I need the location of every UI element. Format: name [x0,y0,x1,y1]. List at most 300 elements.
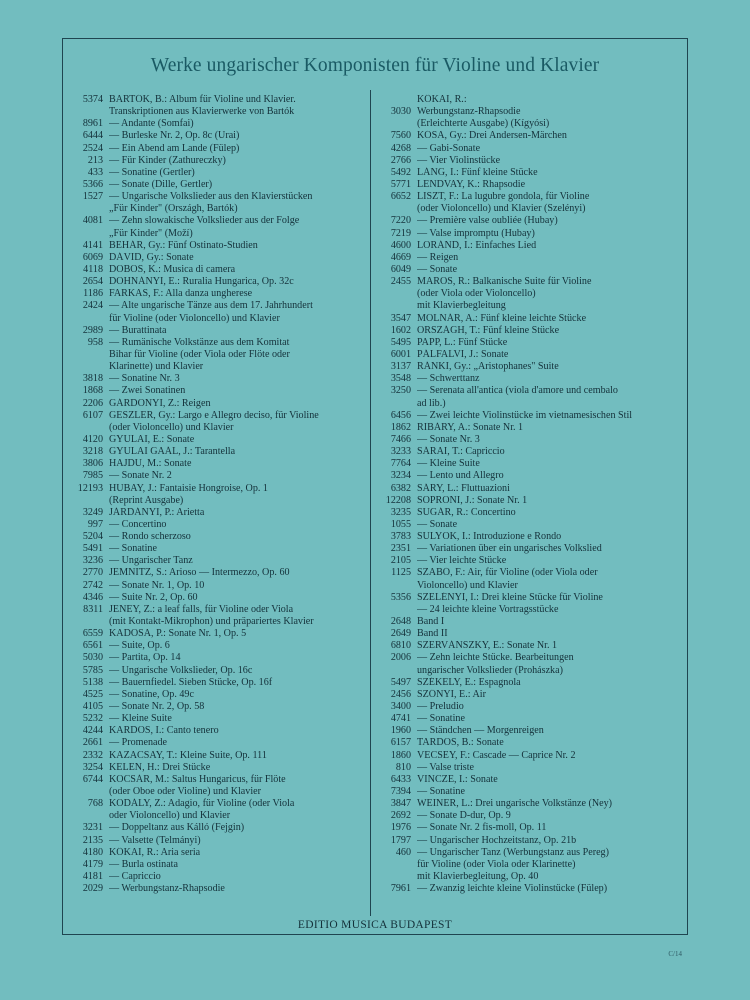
catalog-number: 4600 [390,239,411,251]
entry-title: — Ungarische Volkslieder aus den Klavierstücken [109,191,313,203]
catalog-entry [73,701,368,713]
catalog-number: 1602 [390,324,411,336]
entry-title: KAZACSAY, T.: Kleine Suite, Op. 111 [109,749,267,761]
catalog-entry [73,94,368,106]
catalog-number: 5491 [82,543,103,555]
catalog-number: 7394 [390,786,411,798]
entry-title: — Promenade [109,737,168,749]
entry-title: (Reprint Ausgabe) [109,494,184,506]
catalog-entry [73,592,368,604]
catalog-entry [73,798,368,810]
entry-title: GÁRDONYI, Z.: Reigen [109,397,211,409]
catalog-number: 2029 [82,883,103,895]
entry-title: — Partita, Op. 14 [109,652,181,664]
entry-title: — Sonatine [109,543,157,555]
catalog-number: 6744 [82,773,103,785]
catalog-number [373,580,417,592]
catalog-number [73,203,109,215]
catalog-number [373,398,417,410]
catalog-number: 5495 [390,336,411,348]
catalog-number: 5497 [390,676,411,688]
catalog-entry [73,652,368,664]
catalog-number: 4141 [82,239,103,251]
catalog-entry [373,786,683,798]
catalog-entry [73,143,368,155]
entry-title: oder Violoncello) und Klavier [109,810,231,822]
catalog-number: 8311 [83,603,103,615]
entry-title: — Suite, Op. 6 [109,640,170,652]
entry-title: — Sonatine, Op. 49c [109,688,194,700]
catalog-number [373,604,417,616]
entry-title: — Reigen [417,251,459,263]
catalog-number: 958 [87,336,103,348]
catalog-number: 997 [87,518,103,530]
catalog-number: 5492 [390,166,411,178]
catalog-entry [73,434,368,446]
catalog-entry [373,883,683,895]
catalog-number [373,94,417,106]
entry-title: JEMNITZ, S.: Arioso — Intermezzo, Op. 60 [109,567,290,579]
catalog-number: 2770 [82,567,103,579]
entry-title: — Sonate [417,263,458,275]
catalog-number: 2661 [82,737,103,749]
catalog-number: 6157 [390,737,411,749]
entry-title: — Ein Abend am Lande (Fülep) [109,142,240,154]
catalog-number: 1527 [82,191,103,203]
entry-title: — Ungarischer Hochzeitstanz, Op. 21b [417,834,577,846]
entry-title: — Preludio [417,701,464,713]
entry-title: mit Klavierbegleitung [417,300,506,312]
catalog-number [73,616,109,628]
catalog-number: 3235 [390,506,411,518]
catalog-entry [73,616,368,628]
catalog-number: 2648 [390,616,411,628]
catalog-number: 7961 [390,883,411,895]
entry-title: — Sonate Nr. 2 fis-moll, Op. 11 [417,822,547,834]
entry-title: VECSEY, F.: Cascade — Caprice Nr. 2 [417,749,576,761]
entry-title: KÓSA, Gy.: Drei Andersen-Märchen [417,130,567,142]
catalog-entry [373,422,683,434]
catalog-entry [73,373,368,385]
entry-title: ad lib.) [417,397,446,409]
catalog-number: 4179 [82,858,103,870]
catalog-number: 4118 [83,263,103,275]
entry-title: — Variationen über ein ungarisches Volkslied [417,543,602,555]
catalog-number: 6810 [390,640,411,652]
catalog-entry [373,737,683,749]
catalog-entry [373,567,683,579]
catalog-entry [73,507,368,519]
catalog-entry [373,810,683,822]
catalog-entry [373,677,683,689]
entry-title: — 24 leichte kleine Vortragsstücke [417,603,559,615]
entry-title: — Rondo scherzoso [109,531,191,543]
catalog-number [373,859,417,871]
catalog-entry [73,252,368,264]
entry-title: — Andante (Somfai) [109,118,194,130]
entry-title: — Ungarischer Tanz [109,555,193,567]
entry-title: — Schwerttanz [417,373,480,385]
catalog-number: 3218 [82,446,103,458]
catalog-number [73,313,109,325]
entry-title: SÁRY, L.: Fluttuazioni [417,482,510,494]
entry-title: — Sonate [417,518,458,530]
catalog-entry [373,774,683,786]
catalog-entry [373,640,683,652]
entry-title: BEHÁR, Gy.: Fünf Ostinato-Studien [109,239,258,251]
entry-title: (oder Viola oder Violoncello) [417,288,536,300]
entry-title: — Capriccio [109,871,161,882]
catalog-number: 4346 [82,591,103,603]
catalog-number: 2654 [82,276,103,288]
catalog-entry [373,531,683,543]
entry-title: (oder Violoncello) und Klavier (Szelényi) [417,203,586,215]
catalog-entry [373,446,683,458]
catalog-number: 7764 [390,458,411,470]
catalog-number: 6382 [390,482,411,494]
entry-title: ungarischer Volkslieder (Prohászka) [417,664,563,676]
entry-title: RÁNKI, Gy.: „Aristophanes" Suite [417,361,559,373]
catalog-number: 810 [395,761,411,773]
catalog-entry [73,689,368,701]
entry-title: DÁVID, Gy.: Sonate [109,251,194,263]
catalog-entry [373,264,683,276]
catalog-number [73,786,109,798]
catalog-entry [73,458,368,470]
catalog-number: 2766 [390,154,411,166]
entry-title: SZŐNYI, E.: Air [417,688,486,700]
catalog-entry [73,349,368,361]
catalog-number: 4741 [390,713,411,725]
entry-title: — Sonatine [417,786,465,798]
catalog-number: 1868 [82,385,103,397]
entry-title: RIBÁRY, A.: Sonate Nr. 1 [417,421,524,433]
catalog-entry [73,725,368,737]
catalog-number: 3548 [390,373,411,385]
catalog-number [73,106,109,118]
catalog-entry [73,203,368,215]
entry-title: SÁRAI, T.: Capriccio [417,446,505,458]
catalog-number: 3234 [390,470,411,482]
entry-title: — Sonate Nr. 3 [417,433,480,445]
catalog-entry [73,737,368,749]
entry-title: KADOSA, P.: Sonate Nr. 1, Op. 5 [109,628,247,640]
catalog-entry [73,580,368,592]
catalog-entry [373,130,683,142]
entry-title: — Kleine Suite [417,458,480,470]
catalog-entry [373,203,683,215]
catalog-entry [73,385,368,397]
entry-title: — Burla ostinata [109,858,178,870]
catalog-number: 3806 [82,458,103,470]
catalog-entry [73,470,368,482]
catalog-number: 2456 [390,688,411,700]
entry-title: — Zwanzig leichte kleine Violinstücke (Fülep) [417,883,608,895]
entry-title: LORÁND, I.: Einfaches Lied [417,239,537,251]
catalog-entry [373,483,683,495]
catalog-entry [73,847,368,859]
catalog-number: 8961 [82,118,103,130]
page-title: Werke ungarischer Komponisten für Violine und Klavier [150,55,600,76]
entry-title: Klarinette) und Klavier [109,361,204,373]
catalog-entry [373,713,683,725]
catalog-number: 7220 [390,215,411,227]
catalog-number: 2742 [82,579,103,591]
entry-title: — Bauernfiedel. Sieben Stücke, Op. 16f [109,676,273,688]
entry-title: „Für Kinder" (Moží) [109,227,193,239]
entry-title: SOPRONI, J.: Sonate Nr. 1 [417,494,528,506]
catalog-number: 460 [395,846,411,858]
catalog-number: 5356 [390,591,411,603]
entry-title: KOCSÁR, M.: Saltus Hungaricus, für Flöte [109,773,286,785]
catalog-number: 6444 [82,130,103,142]
catalog-entry [373,410,683,422]
catalog-entry [373,604,683,616]
catalog-number: 6107 [82,409,103,421]
catalog-entry [73,543,368,555]
left-column [73,94,368,895]
catalog-number: 4081 [82,215,103,227]
entry-title: HAJDU, M.: Sonate [109,458,192,470]
entry-title: — Burleske Nr. 2, Op. 8c (Urai) [109,130,240,142]
catalog-entry [73,410,368,422]
catalog-number: 6049 [390,263,411,275]
catalog-entry [73,155,368,167]
catalog-number: 6456 [390,409,411,421]
catalog-entry [373,434,683,446]
entry-title: DOBOS, K.: Musica di camera [109,263,236,275]
catalog-entry [373,373,683,385]
catalog-entry [373,288,683,300]
catalog-entry [373,847,683,859]
catalog-entry [373,385,683,397]
catalog-entry [73,531,368,543]
catalog-entry [73,264,368,276]
entry-title: LISZT, F.: La lugubre gondola, für Violine [417,191,590,203]
catalog-entry [373,592,683,604]
catalog-entry [73,398,368,410]
catalog-number: 4244 [82,725,103,737]
catalog-entry [373,215,683,227]
catalog-entry [373,361,683,373]
catalog-entry [373,871,683,883]
entry-title: (oder Violoncello) und Klavier [109,421,234,433]
catalog-number: 3547 [390,312,411,324]
catalog-entry [73,240,368,252]
entry-title: KARDOS, I.: Canto tenero [109,725,219,737]
catalog-number: 2105 [390,555,411,567]
catalog-entry [373,167,683,179]
entry-title: (oder Oboe oder Violine) und Klavier [109,786,261,798]
catalog-number [73,422,109,434]
entry-title: — Valse triste [417,761,475,773]
entry-title: KODÁLY, Z.: Adagio, für Violine (oder Viola [109,798,295,810]
entry-title: — Sonate Nr. 1, Op. 10 [109,579,205,591]
catalog-entry [373,543,683,555]
catalog-number: 3783 [390,531,411,543]
catalog-number: 6069 [82,251,103,263]
entry-title: FARKAS, F.: Alla danza ungherese [109,288,253,300]
entry-title: — Zehn slowakische Volkslieder aus der Folge [109,215,300,227]
catalog-number: 1960 [390,725,411,737]
entry-title: — Sonatine (Gertler) [109,166,195,178]
entry-title: — Sonatine [417,713,465,725]
catalog-entry [373,701,683,713]
entry-title: — Valse impromptu (Hubay) [417,227,535,239]
catalog-number: 7985 [82,470,103,482]
catalog-entry [73,640,368,652]
catalog-number [73,228,109,240]
catalog-number [373,288,417,300]
catalog-entry [73,774,368,786]
catalog-number [73,810,109,822]
catalog-entry [373,325,683,337]
catalog-number: 3400 [390,701,411,713]
catalog-number: 5204 [82,531,103,543]
entry-title: „Für Kinder" (Országh, Bartók) [109,203,238,215]
catalog-entry [373,118,683,130]
catalog-entry [73,300,368,312]
catalog-number: 2989 [82,324,103,336]
catalog-entry [373,689,683,701]
catalog-entry [73,762,368,774]
entry-title: SZELÉNYI, I.: Drei kleine Stücke für Violine [417,591,603,603]
catalog-number: 2206 [82,397,103,409]
entry-title: — Zwei Sonatinen [109,385,186,397]
entry-title: — Sonate D-dur, Op. 9 [417,810,511,822]
catalog-number: 4180 [82,846,103,858]
catalog-entry [73,859,368,871]
catalog-number: 1860 [390,749,411,761]
catalog-entry [373,519,683,531]
catalog-entry [373,652,683,664]
catalog-number: 3233 [390,446,411,458]
entry-title: — Rumänische Volkstänze aus dem Komitat [109,336,290,348]
catalog-number: 3818 [82,373,103,385]
entry-title: SULYOK, I.: Introduzione e Rondo [417,531,562,543]
catalog-entry [373,191,683,203]
entry-title: MAROS, R.: Balkanische Suite für Violine [417,276,592,288]
catalog-entry [73,483,368,495]
catalog-number: 4181 [82,871,103,882]
entry-title: GESZLER, Gy.: Largo e Allegro deciso, für Violine [109,409,319,421]
entry-title: WEINER, L.: Drei ungarische Volkstänze (Ney) [417,798,612,810]
entry-title: GYULAI, E.: Sonate [109,433,195,445]
catalog-entry [73,713,368,725]
entry-title: LÁNG, I.: Fünf kleine Stücke [417,166,538,178]
catalog-number: 768 [87,798,103,810]
catalog-entry [373,616,683,628]
entry-title: Band I [417,616,445,628]
catalog-number: 3249 [82,506,103,518]
catalog-entry [73,495,368,507]
catalog-number: 12193 [77,482,103,494]
entry-title: — Für Kinder (Zathureczky) [109,154,226,166]
entry-title: — Gabi-Sonate [417,142,481,154]
catalog-entry [73,786,368,798]
catalog-entry [73,822,368,834]
entry-title: — Première valse oubliée (Hubay) [417,215,558,227]
entry-title: — Suite Nr. 2, Op. 60 [109,591,198,603]
catalog-entry [73,106,368,118]
entry-title: Transkriptionen aus Klavierwerke von Bartók [109,106,295,118]
catalog-number: 4525 [82,688,103,700]
catalog-number [73,349,109,361]
catalog-number: 4669 [390,251,411,263]
catalog-entry [373,470,683,482]
catalog-number: 1125 [391,567,411,579]
catalog-entry [73,567,368,579]
entry-title: — Sonate (Dille, Gertler) [109,178,213,190]
catalog-entry [73,628,368,640]
catalog-number: 3030 [390,106,411,118]
catalog-entry [73,276,368,288]
catalog-number [373,300,417,312]
catalog-number [373,118,417,130]
catalog-number: 7560 [390,130,411,142]
catalog-entry [73,288,368,300]
catalog-entry [73,446,368,458]
entry-title: — Ständchen — Morgenreigen [417,725,544,737]
catalog-number: 4120 [82,433,103,445]
catalog-number: 6559 [82,628,103,640]
catalog-entry [73,677,368,689]
entry-title: — Ungarischer Tanz (Werbungstanz aus Pereg) [417,846,609,858]
catalog-number: 3847 [390,798,411,810]
entry-title: mit Klavierbegleitung, Op. 40 [417,871,539,882]
entry-title: — Zehn leichte Stücke. Bearbeitungen [417,652,574,664]
catalog-entry [73,835,368,847]
catalog-entry [73,555,368,567]
catalog-entry [373,859,683,871]
entry-title: JÁRDÁNYI, P.: Arietta [109,506,205,518]
entry-title: VINCZE, I.: Sonate [417,773,498,785]
entry-title: für Violine (oder Violoncello) und Klavier [109,312,280,324]
catalog-code: C/14 [668,950,682,958]
entry-title: ORSZÁGH, T.: Fünf kleine Stücke [417,324,560,336]
catalog-number: 12208 [385,494,411,506]
entry-title: — Burattinata [109,324,167,336]
entry-title: MOLNÁR, A.: Fünf kleine leichte Stücke [417,312,587,324]
catalog-entry [73,337,368,349]
catalog-entry [373,94,683,106]
entry-title: — Valsette (Telmányi) [109,834,201,846]
entry-title: Bihar für Violine (oder Viola oder Flöte oder [109,348,290,360]
entry-title: — Kleine Suite [109,713,172,725]
entry-title: HUBAY, J.: Fantaisie Hongroise, Op. 1 [109,482,268,494]
catalog-number: 3137 [390,361,411,373]
catalog-entry [373,725,683,737]
catalog-entry [73,422,368,434]
catalog-entry [73,191,368,203]
catalog-number: 6561 [82,640,103,652]
catalog-entry [73,313,368,325]
catalog-entry [373,398,683,410]
catalog-number: 1862 [390,421,411,433]
right-column [373,94,683,895]
catalog-entry [373,507,683,519]
entry-title: DOHNÁNYI, E.: Ruralia Hungarica, Op. 32c [109,276,294,288]
entry-title: — Doppeltanz aus Kálló (Fejgin) [109,822,245,834]
column-divider [370,90,371,916]
catalog-number: 2692 [390,810,411,822]
entry-title: Violoncello) und Klavier [417,579,518,591]
catalog-number: 2332 [82,749,103,761]
catalog-entry [373,106,683,118]
entry-title: — Vier Violinstücke [417,154,501,166]
entry-title: SUGÁR, R.: Concertino [417,506,516,518]
entry-title: PÁLFALVI, J.: Sonate [417,348,509,360]
